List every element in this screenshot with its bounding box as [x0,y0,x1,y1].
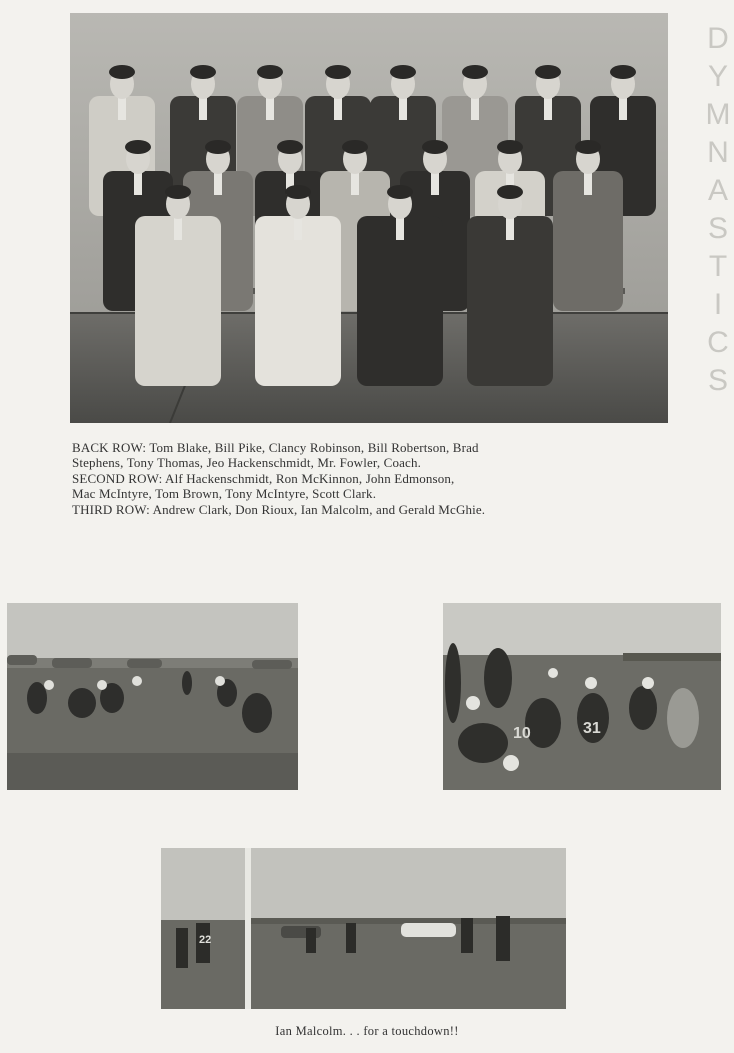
touchdown-caption: Ian Malcolm. . . for a touchdown!! [275,1024,459,1038]
caption-back-row: BACK ROW: Tom Blake, Bill Pike, Clancy Robinson, Bill Robertson, Brad [72,440,479,455]
touchdown-photo [161,848,566,1009]
caption-third-row: THIRD ROW: Andrew Clark, Don Rioux, Ian Malcolm, and Gerald McGhie. [72,501,486,517]
jersey-number-22: 22 [199,934,212,946]
caption-back-row-cont: Stephens, Tony Thomas, Jeo Hackenschmidt, Mr. Fowler, Coach. [72,455,422,471]
jersey-number-31: 31 [583,720,601,737]
game-photo-left [7,603,298,790]
caption-second-row-cont: Mac McIntyre, Tom Brown, Tony McIntyre, Scott Clark. [72,486,377,502]
caption-second-row: SECOND ROW: Alf Hackenschmidt, Ron McKinnon, John Edmonson, [72,470,455,486]
team-caption [72,440,672,517]
side-lettering: D Y M N A S T I C S [705,22,731,397]
jersey-number-10: 10 [513,725,531,742]
team-photo [70,13,668,423]
game-photo-right [443,603,721,790]
